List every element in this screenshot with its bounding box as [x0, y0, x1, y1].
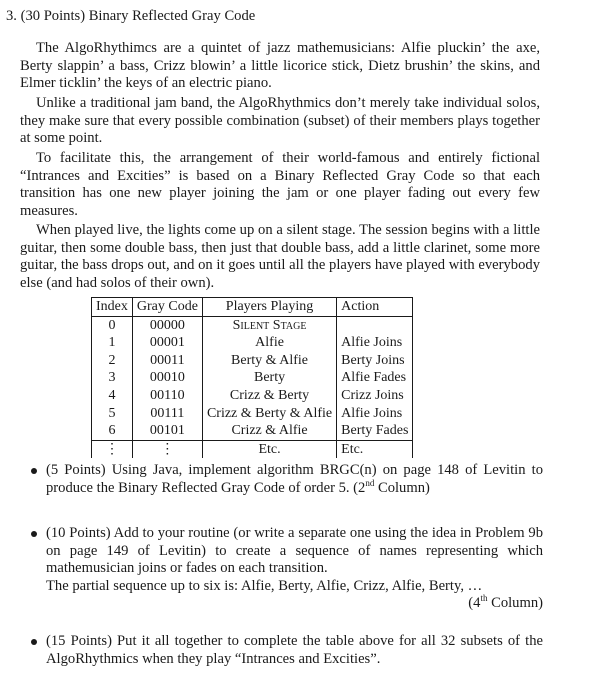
- cell-gray-code: 00010: [132, 369, 202, 387]
- header-index: Index: [92, 298, 133, 317]
- cell-players: Crizz & Alfie: [202, 422, 336, 440]
- column-note-pre: (4: [468, 595, 481, 611]
- cell-action: Alfie Joins: [337, 405, 413, 423]
- bullet-body: [46, 525, 543, 613]
- cell-action: Alfie Fades: [337, 369, 413, 387]
- table-row: [92, 369, 413, 387]
- bullet-dot: [31, 468, 37, 474]
- gray-code-table: [91, 297, 413, 458]
- paragraph-gray-code: [20, 150, 540, 220]
- table-row: [92, 387, 413, 405]
- cell-index: 3: [92, 369, 133, 387]
- cell-index: 5: [92, 405, 133, 423]
- bullet-dot: [31, 639, 37, 645]
- cell-players: Etc.: [202, 440, 336, 458]
- bullet-text: (10 Points) Add to your routine (or write a separate one using the idea in Problem 9b on page 149 of Levitin) to create a sequence of names representing which mathemusician joins or fades on each transition.: [46, 525, 543, 576]
- cell-index: 2: [92, 352, 133, 370]
- cell-gray-code: 00110: [132, 387, 202, 405]
- cell-gray-code: 00011: [132, 352, 202, 370]
- header-action: Action: [337, 298, 413, 317]
- cell-players: Berty & Alfie: [202, 352, 336, 370]
- cell-gray-code: 00000: [132, 316, 202, 334]
- bullet-item-brgc: [31, 462, 543, 497]
- cell-index: 4: [92, 387, 133, 405]
- paragraph-live-session: [20, 222, 540, 292]
- paragraph-combinations: [20, 95, 540, 148]
- bullet-text-tail: Column): [374, 479, 430, 496]
- paragraph-intro: [20, 40, 540, 93]
- cell-index: 0: [92, 316, 133, 334]
- table-row: [92, 316, 413, 334]
- cell-action: Etc.: [337, 440, 413, 458]
- bullet-text: (15 Points) Put it all together to complete the table above for all 32 subsets of the AlgoRhythmics when they play “Intrances and Excities”.: [46, 633, 543, 667]
- cell-action: Berty Fades: [337, 422, 413, 440]
- paragraph-combinations-text: Unlike a traditional jam band, the AlgoRhythmics don’t merely take individual solos, they make sure that every possible combination (subset) of their members plays together at some point.: [20, 95, 540, 146]
- header-players-playing: Players Playing: [202, 298, 336, 317]
- bullet-text: (5 Points) Using Java, implement algorithm BRGC(n) on page 148 of Levitin to produce the Binary Reflected Gray Code of order 5. (2: [46, 462, 543, 496]
- bullet-item-names: [31, 525, 543, 613]
- bullet-column-note: [46, 595, 543, 613]
- cell-players: Berty: [202, 369, 336, 387]
- cell-action: Crizz Joins: [337, 387, 413, 405]
- cell-gray-code: ⋮: [132, 440, 202, 458]
- cell-index: ⋮: [92, 440, 133, 458]
- table-row: [92, 334, 413, 352]
- superscript: th: [480, 593, 488, 604]
- cell-index: 6: [92, 422, 133, 440]
- column-note-post: Column): [487, 595, 543, 611]
- table-row: [92, 352, 413, 370]
- paragraph-intro-text: The AlgoRhythimcs are a quintet of jazz mathemusicians: Alfie pluckin’ the axe, Berty slappin’ a bass, Crizz blowin’ a little licorice stick, Dietz brushin’ the skins, and Elmer ticklin’ the keys of an electric piano.: [20, 40, 540, 91]
- cell-players: Alfie: [202, 334, 336, 352]
- bullet-dot: [31, 531, 37, 537]
- cell-gray-code: 00101: [132, 422, 202, 440]
- cell-index: 1: [92, 334, 133, 352]
- cell-gray-code: 00111: [132, 405, 202, 423]
- table-header-row: [92, 298, 413, 317]
- cell-players: Silent Stage: [202, 316, 336, 334]
- bullet-body: [46, 462, 543, 497]
- header-gray-code: Gray Code: [132, 298, 202, 317]
- table-row-ellipsis: [92, 440, 413, 458]
- bullet-sequence: The partial sequence up to six is: Alfie, Berty, Alfie, Crizz, Alfie, Berty, …: [46, 577, 483, 594]
- problem-heading: 3. (30 Points) Binary Reflected Gray Code: [6, 8, 256, 24]
- table-row: [92, 422, 413, 440]
- bullet-item-complete-table: [31, 633, 543, 668]
- cell-gray-code: 00001: [132, 334, 202, 352]
- paragraph-live-session-text: When played live, the lights come up on a silent stage. The session begins with a little guitar, then some double bass, then just that double bass, add a little clarinet, some more guitar, the bass drops out, and on it goes until all the players have played with everybody else (and had solos of their own).: [20, 222, 540, 291]
- paragraph-gray-code-text: To facilitate this, the arrangement of their world-famous and entirely fictional “Intrances and Excities” is based on a Binary Reflected Gray Code so that each transition has one new player joining the jam or one player fading out every few measures.: [20, 150, 540, 219]
- cell-players: Crizz & Berty & Alfie: [202, 405, 336, 423]
- cell-action: Alfie Joins: [337, 334, 413, 352]
- cell-action: Berty Joins: [337, 352, 413, 370]
- table-row: [92, 405, 413, 423]
- cell-action: [337, 316, 413, 334]
- superscript: nd: [365, 477, 375, 488]
- cell-players: Crizz & Berty: [202, 387, 336, 405]
